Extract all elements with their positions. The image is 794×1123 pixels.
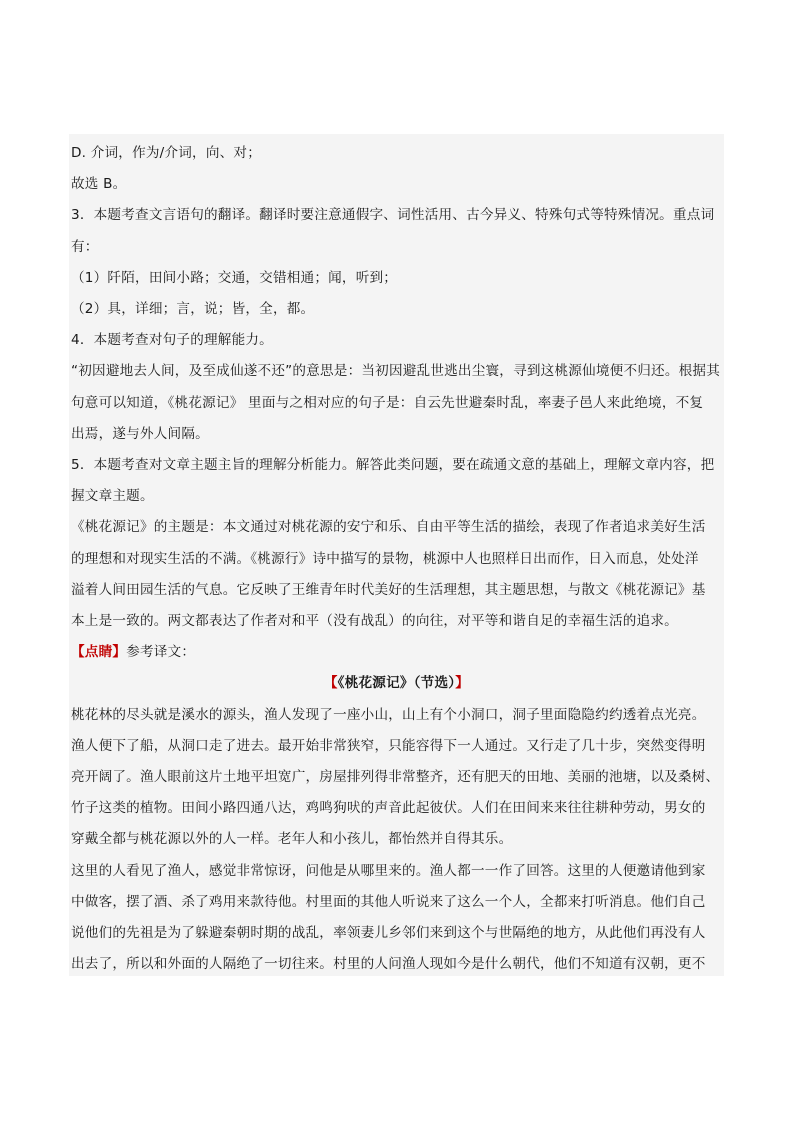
text-line: 5．本题考查对文章主题主旨的理解分析能力。解答此类问题，要在疏通文意的基础上，理解文章内容，把 bbox=[71, 457, 715, 474]
translation-line: 出去了，所以和外面的人隔绝了一切往来。村里的人问渔人现如今是什么朝代，他们不知道有汉朝，更不 bbox=[71, 956, 706, 973]
text-line: （2）具，详细；言，说；皆，全，都。 bbox=[71, 301, 315, 318]
dianjing-line bbox=[71, 637, 722, 668]
text-line: 本上是一致的。两文都表达了作者对和平（没有战乱）的向往，对平等和谐自足的幸福生活的追求。 bbox=[71, 613, 678, 630]
dianjing-text: 参考译文： bbox=[126, 644, 196, 661]
answer-explanation-block bbox=[69, 134, 724, 976]
section-title bbox=[71, 668, 722, 699]
text-line: 句意可以知道，《桃花源记》 里面与之相对应的句子是：自云先世避秦时乱，率妻子邑人来此绝境，不复 bbox=[71, 394, 704, 411]
section-title-close-bracket: 】 bbox=[455, 675, 470, 692]
translation-line: 穿戴全都与桃花源以外的人一样。老年人和小孩儿，都怡然并自得其乐。 bbox=[71, 831, 513, 848]
text-line: （1）阡陌，田间小路；交通，交错相通；闻，听到； bbox=[71, 269, 398, 286]
text-line: 4．本题考查对句子的理解能力。 bbox=[71, 332, 273, 349]
translation-line: 中做客，摆了酒、杀了鸡用来款待他。村里面的其他人听说来了这么一个人，全都来打听消息。他们自己 bbox=[71, 893, 706, 910]
text-line: D. 介词，作为/介词，向、对； bbox=[71, 145, 262, 161]
text-line: 有： bbox=[71, 238, 99, 255]
text-line: 3．本题考查文言语句的翻译。翻译时要注意通假字、词性活用、古今异义、特殊句式等特殊情况。重点词 bbox=[71, 207, 715, 224]
section-title-text: 《桃花源记》（节选） bbox=[337, 675, 456, 692]
translation-line: 渔人便下了船，从洞口走了进去。最开始非常狭窄，只能容得下一人通过。又行走了几十步，突然变得明 bbox=[71, 737, 706, 754]
section-title-open-bracket: 【 bbox=[323, 675, 338, 692]
text-line: “初因避地去人间，及至成仙遂不还”的意思是：当初因避乱世逃出尘寰，寻到这桃源仙境便不归还。根据其 bbox=[71, 363, 720, 380]
translation-line: 亮开阔了。渔人眼前这片土地平坦宽广，房屋排列得非常整齐，还有肥天的田地、美丽的池塘，以及桑树、 bbox=[71, 769, 720, 786]
text-line: 出焉，遂与外人间隔。 bbox=[71, 425, 209, 442]
text-line: 的理想和对现实生活的不满。《桃源行》诗中描写的景物，桃源中人也照样日出而作，日入而息，处处洋 bbox=[71, 550, 699, 567]
text-line: 溢着人间田园生活的气息。它反映了王维青年时代美好的生活理想，其主题思想，与散文《桃花源记》基 bbox=[71, 581, 706, 598]
translation-line: 桃花林的尽头就是溪水的源头，渔人发现了一座小山，山上有个小洞口，洞子里面隐隐约约透着点光亮。 bbox=[71, 706, 706, 723]
translation-line: 说他们的先祖是为了躲避秦朝时期的战乱，率领妻儿乡邻们来到这个与世隔绝的地方，从此他们再没有人 bbox=[71, 925, 706, 942]
dianjing-tag: 【点睛】 bbox=[71, 644, 127, 661]
translation-line: 这里的人看见了渔人，感觉非常惊讶，问他是从哪里来的。渔人都一一作了回答。这里的人便邀请他到家 bbox=[71, 862, 706, 879]
text-line: 《桃花源记》的主题是：本文通过对桃花源的安宁和乐、自由平等生活的描绘，表现了作者追求美好生活 bbox=[71, 519, 706, 536]
text-line: 故选 B。 bbox=[71, 176, 127, 193]
text-line: 握文章主题。 bbox=[71, 488, 154, 505]
translation-line: 竹子这类的植物。田间小路四通八达，鸡鸣狗吠的声音此起彼伏。人们在田间来来往往耕种劳动，男女的 bbox=[71, 800, 706, 817]
